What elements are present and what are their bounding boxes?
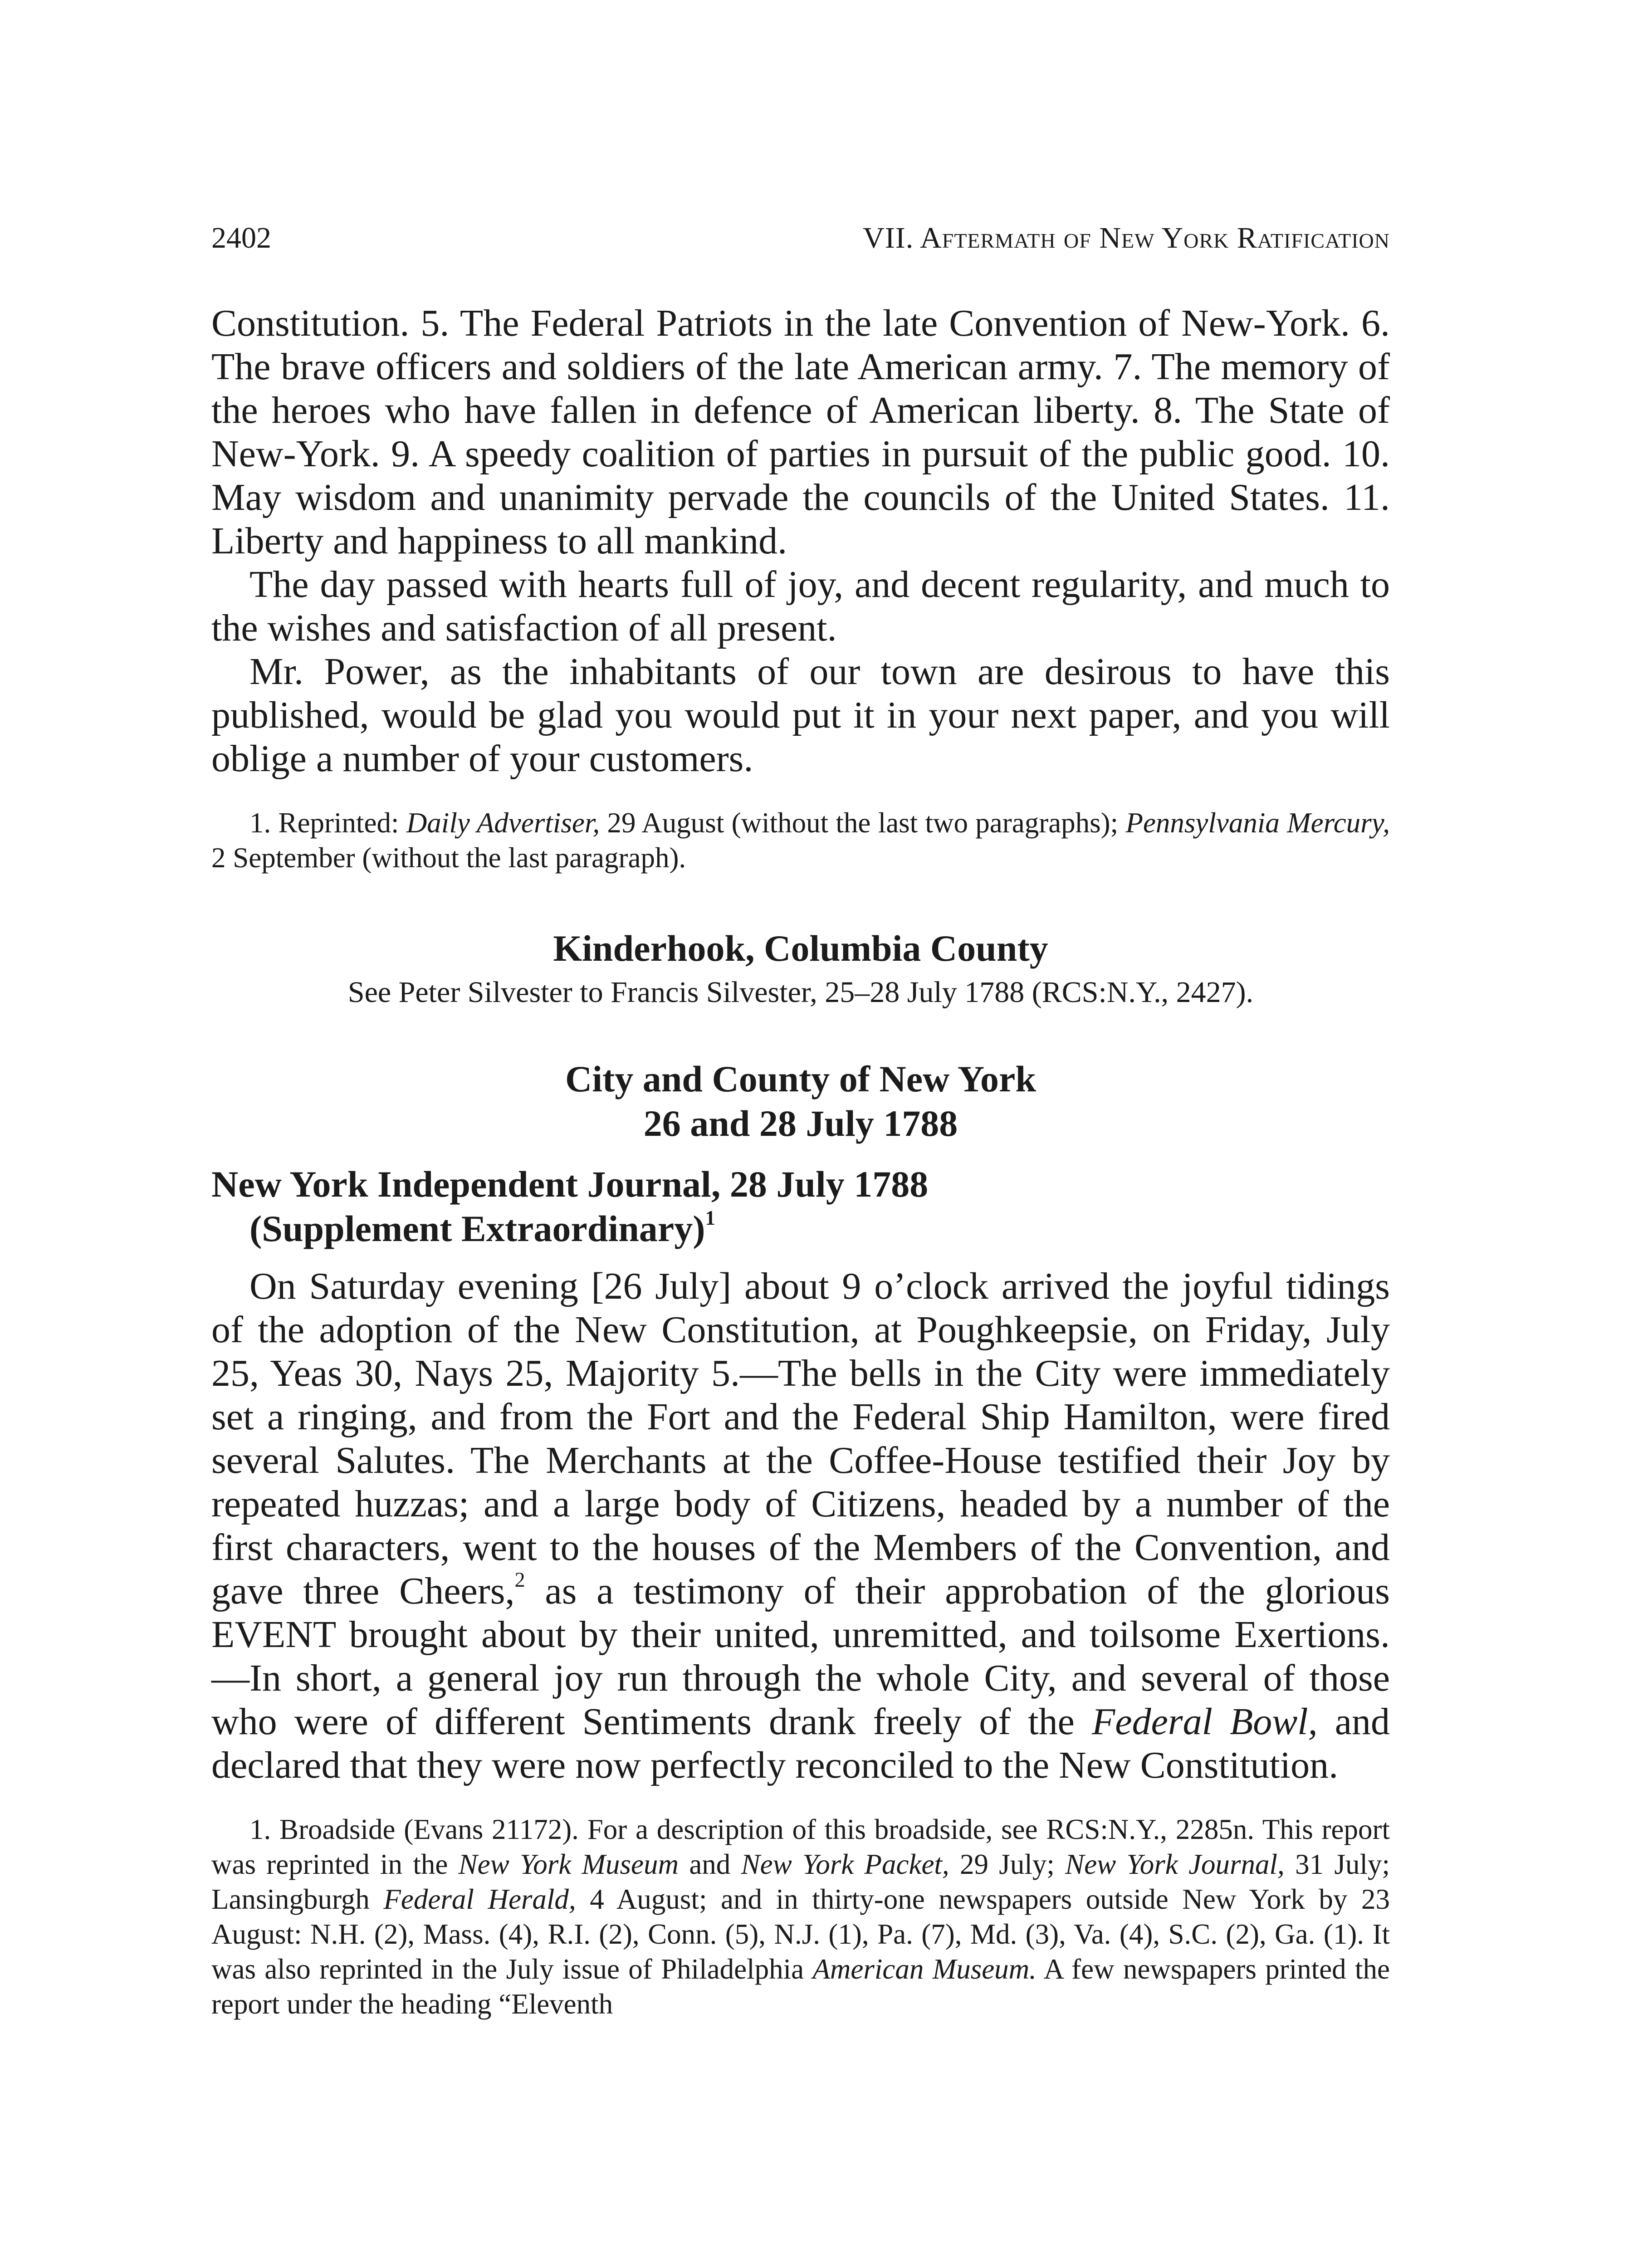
footnote-text: 1. Reprinted: — [249, 807, 406, 839]
footnote-reprinted — [211, 806, 1390, 875]
document-title — [211, 1162, 1390, 1251]
page-number: 2402 — [211, 221, 271, 254]
footnote-text: 29 August (without the last two paragraphs); — [600, 807, 1126, 839]
document-title-line1: New York Independent Journal, 28 July 1788 — [211, 1163, 929, 1205]
footnote-text: 2 September (without the last paragraph). — [211, 842, 686, 874]
paragraph-saturday-evening — [211, 1265, 1390, 1787]
footnote-newspaper-title: Pennsylvania Mercury, — [1125, 807, 1390, 839]
document-page — [211, 218, 1390, 2022]
paragraph-toasts: Constitution. 5. The Federal Patriots in the late Convention of New-York. 6. The brave officers and soldiers of the late American army. 7. The memory of the heroes who have fallen in defence of American liberty. 8. The State of New-York. 9. A speedy coalition of parties in pursuit of the public good. 10. May wisdom and unanimity pervade the councils of the United States. 11. Liberty and happiness to all mankind. — [211, 302, 1390, 562]
document-title-line2 — [211, 1207, 1390, 1251]
footnote-text: 29 July; — [949, 1848, 1066, 1880]
document-title-text: (Supplement Extraordinary) — [249, 1208, 705, 1249]
footnote-paragraph — [211, 1812, 1390, 2022]
footnote-text: and — [679, 1848, 741, 1880]
footnote-text: 31 July; Lansingburgh — [211, 1848, 1390, 1915]
footnote-broadside — [211, 1812, 1390, 2022]
footnote-newspaper-title: New York Museum — [458, 1848, 679, 1880]
body-text: as a testimony of their approbation of the glorious EVENT brought about by their united, unremitted, and toilsome Exertions.—In short, a general joy run through the whole City, and several of those who were of different Sentiments drank freely of the — [211, 1570, 1390, 1743]
footnote-text: 4 August; and in thirty-one newspapers outside New York by 23 August: N.H. (2), Mass. (4), R.I. (2), Conn. (5), N.J. (1), Pa. (7), Md. (3), Va. (4), S.C. (2), Ga. (1). It was also reprinted in the July issue of Philadelphia — [211, 1883, 1390, 1985]
nyc-heading-block — [211, 1057, 1390, 1146]
running-head — [211, 218, 1390, 259]
italic-term: Federal Bowl, — [1092, 1701, 1318, 1743]
footnote-newspaper-title: New York Packet, — [741, 1848, 949, 1880]
nyc-body — [211, 1265, 1390, 1787]
body-text: On Saturday evening [26 July] about 9 o’clock arrived the joyful tidings of the adoption of the New Constitution, at Poughkeepsie, on Friday, July 25, Yeas 30, Nays 25, Majority 5.—The bells in the City were immediately set a ringing, and from the Fort and the Federal Ship Hamilton, were fired several Salutes. The Merchants at the Coffee-House testified their Joy by repeated huzzas; and a large body of Citizens, headed by a number of the first characters, went to the houses of the Members of the Convention, and gave three Cheers, — [211, 1265, 1390, 1612]
nyc-heading: City and County of New York — [565, 1058, 1036, 1100]
kinderhook-heading: Kinderhook, Columbia County — [553, 928, 1048, 969]
footnote-text: A few newspapers printed the report under the heading “Eleventh — [211, 1953, 1390, 2020]
nyc-date-heading: 26 and 28 July 1788 — [643, 1103, 958, 1144]
footnote-newspaper-title: American Museum. — [812, 1953, 1037, 1985]
section-toasts — [211, 302, 1390, 781]
paragraph-day-passed: The day passed with hearts full of joy, and decent regularity, and much to the wishes and satisfaction of all present. — [211, 563, 1390, 649]
kinderhook-see-line: See Peter Silvester to Francis Silvester, 25–28 July 1788 (RCS:N.Y., 2427). — [347, 976, 1254, 1009]
footnote-marker: 2 — [514, 1568, 525, 1592]
running-title: VII. Aftermath of New York Ratification — [863, 221, 1390, 254]
footnote-marker: 1 — [705, 1206, 716, 1229]
body-text: and declared that they were now perfectly reconciled to the New Constitution. — [211, 1701, 1390, 1786]
footnote-text: 1. Broadside (Evans 21172). For a description of this broadside, see RCS:N.Y., 2285n. This report was reprinted in the — [211, 1813, 1390, 1880]
footnote-newspaper-title: Federal Herald, — [383, 1883, 576, 1915]
paragraph-mr-power: Mr. Power, as the inhabitants of our town are desirous to have this published, would be glad you would put it in your next paper, and you will oblige a number of your customers. — [211, 650, 1390, 780]
footnote-newspaper-title: Daily Advertiser, — [406, 807, 600, 839]
footnote-paragraph — [211, 806, 1390, 875]
footnote-newspaper-title: New York Journal, — [1065, 1848, 1285, 1880]
